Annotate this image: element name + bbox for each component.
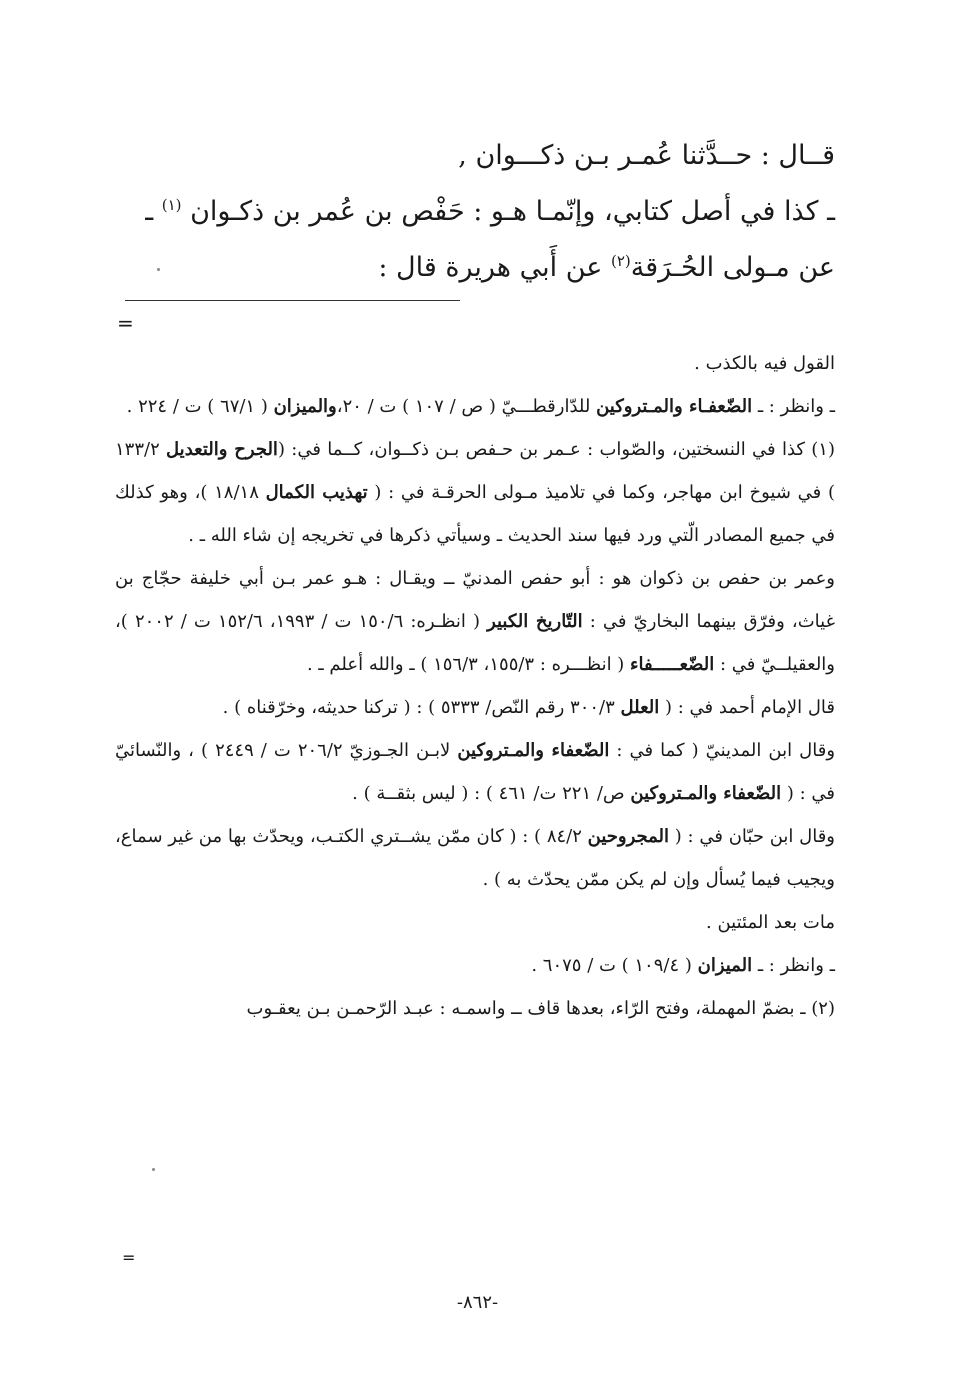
main-line-2-text: ـ كذا في أصل كتابي، وإنّمـا هـو : حَفْص بن عُمر بن ذكـوان <box>181 196 835 227</box>
book-title: الضّعـــــفاء <box>630 654 715 675</box>
footnote-text: ( ١٠٩/٤ ) ت / ٦٠٧٥ . <box>531 955 698 976</box>
footnote-text: وقال ابن حبّان في : ( <box>669 826 835 847</box>
footnote-text: ص/ ٢٢١ ت/ ٤٦١ ) : ( ليس بثقــة ) . <box>352 783 631 804</box>
footnote-text: (٢) ـ بضمّ المهملة، وفتح الرّاء، بعدها قاف ــ واسمـه : عبـد الرّحمـن بـن يعقـوب <box>246 998 835 1019</box>
footnote-see-also-1 <box>115 385 835 428</box>
main-line-3-tail: عن أَبي هريرة قال : <box>378 252 611 283</box>
footnote-1-para-3 <box>115 686 835 729</box>
footnote-text: (١) كذا في النسختين، والصّواب : عـمر بن حـفص بـن ذكــوان، كــما في: ( <box>277 439 835 460</box>
footnote-text: وقال ابن المدينيّ ( كما في : <box>609 740 836 761</box>
footnote-text: مات بعد المئتين . <box>706 912 835 933</box>
footnote-text: ـ وانظر : ـ <box>752 396 835 417</box>
main-line-3 <box>115 240 835 296</box>
main-line-1-text: قــال : حــدَّثنا عُمـر بـن ذكـــوان , <box>458 140 835 171</box>
book-title: التّاريخ الكبير <box>487 611 583 632</box>
book-title: الجرح والتعديل <box>166 439 278 460</box>
footnote-1-para-2 <box>115 557 835 686</box>
footnote-text: ( ٦٧/١ ) ت / ٢٢٤ . <box>126 396 274 417</box>
scan-speck <box>152 1168 155 1171</box>
footnote-text: ـ وانظر : ـ <box>752 955 835 976</box>
scan-speck <box>157 268 160 271</box>
book-title: والميزان <box>273 396 337 417</box>
book-title: تهذيب الكمال <box>265 482 368 503</box>
footnote-see-also-2 <box>115 944 835 987</box>
footnote-text: وعمر بن حفص بن ذكوان هو : أبو حفص المدنيّ ــ ويقـال : هـو عمر بـن أبي خليفة حجّاج بن غياث، وفرّق بينهما البخاريّ في : <box>115 568 836 632</box>
main-line-1 <box>115 128 835 184</box>
book-title: الضّعفـاء والمـتروكين <box>596 396 753 417</box>
footnote-text: ٣٠٠/٣ رقم النّص/ ٥٣٣٣ ) : ( تركنا حديثه، وخرّقناه ) . <box>222 697 621 718</box>
footnote-text: لابـن الجـوزيّ ٢٠٦/٢ ت / ٢٤٤٩ ) ، والنّسائيّ في : ( <box>115 740 835 804</box>
footnote-text: ( انظـــره : ١٥٥/٣، ١٥٦/٣ ) ـ والله أعلم ـ . <box>306 654 631 675</box>
footnote-1-para-5 <box>115 815 835 901</box>
footnotes <box>115 342 835 1030</box>
page-number: -٨٦٢- <box>456 1292 499 1313</box>
footnote-text: للدّارقطـــيّ ( ص / ١٠٧ ) ت / ٢٠، <box>336 396 597 417</box>
footnote-text: ١٣٣/٢ ) في شيوخ ابن مهاجر، وكما في تلاميذ مـولى الحرقـة في : ( <box>115 439 835 503</box>
continuation-mark: = <box>117 311 134 335</box>
book-title: الضّعفاء والمـتروكين <box>630 783 782 804</box>
book-title: المجروحين <box>587 826 670 847</box>
footnote-text: ( انظـره: ١٥٠/٦ ت / ١٩٩٣، ١٥٢/٦ ت / ٢٠٠٢ )، والعقيلــيّ في : <box>115 611 835 675</box>
footnote-text: قال الإمام أحمد في : ( <box>659 697 835 718</box>
book-title: العلل <box>620 697 660 718</box>
continuation-mark-end: = <box>122 1248 136 1267</box>
footnote-1-para-6 <box>115 901 835 944</box>
main-line-2-dash: ـ <box>145 196 162 227</box>
book-title: الضّعفاء والمـتروكين <box>457 740 610 761</box>
footnote-1 <box>115 428 835 557</box>
main-line-2 <box>115 184 835 240</box>
footnote-ref-1[interactable]: (١) <box>161 196 182 214</box>
footnote-text: ١٨/١٨ )، وهو كذلك في جميع المصادر الّتي ورد فيها سند الحديث ـ وسيأتي ذكرها في تخريجه إن شاء الله ـ . <box>115 482 835 546</box>
footnote-ref-2[interactable]: (٢) <box>610 252 631 270</box>
footnote-text: ٨٤/٢ ) : ( كان ممّن يشــتري الكتـب، ويحدّث بها من غير سماع، ويجيب فيما يُسأل وإن لم يكن ممّن يحدّث به ) . <box>115 826 835 890</box>
main-text <box>115 128 835 296</box>
footnote-separator <box>125 300 460 301</box>
footnote-2 <box>115 987 835 1030</box>
footnote-continued <box>115 342 835 385</box>
footnote-text: القول فيه بالكذب . <box>694 353 835 374</box>
main-line-3-text: عن مـولى الحُـرَقة <box>630 252 835 283</box>
book-title: الميزان <box>697 955 753 976</box>
footnote-1-para-4 <box>115 729 835 815</box>
